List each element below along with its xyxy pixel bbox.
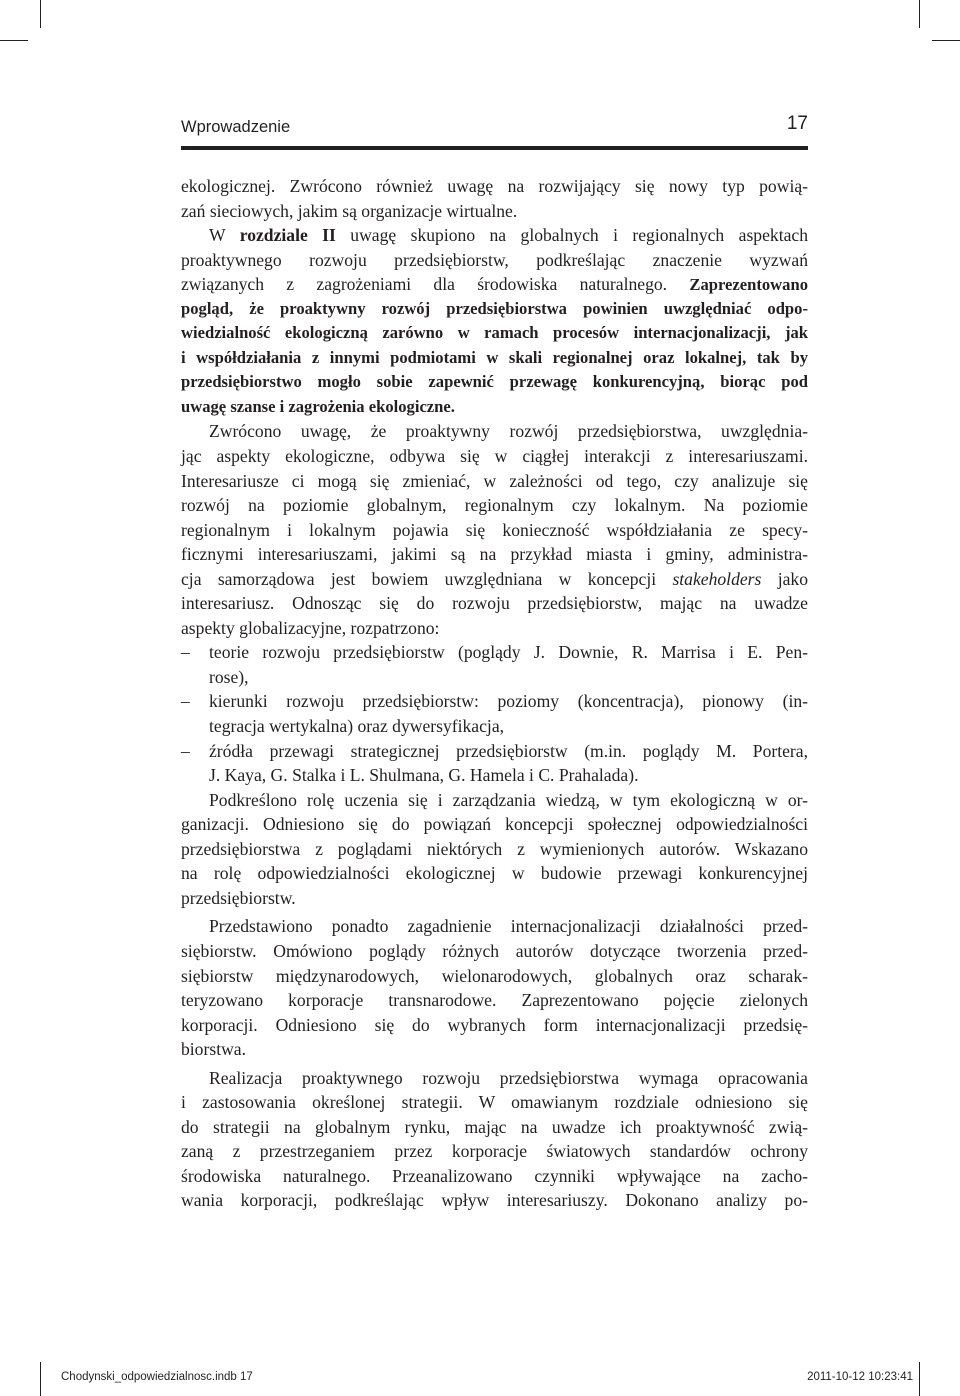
running-header — [181, 112, 808, 152]
text-line: siębiorstw. Omówiono poglądy różnych autorów dotyczące tworzenia przed- — [181, 940, 808, 961]
text-line: na rolę odpowiedzialności ekologicznej w budowie przewagi konkurencyjnej — [181, 863, 808, 884]
text-line: zaną z przestrzeganiem przez korporacje światowych standardów ochrony — [181, 1141, 808, 1162]
bold-chapter-ref: rozdziale II — [239, 225, 336, 246]
text-line: i współdziałania z innymi podmiotami w skali regionalnej oraz lokalnej, tak by — [181, 347, 808, 367]
list-item: – teorie rozwoju przedsiębiorstw (poglądy J. Downie, R. Marrisa i E. Pen- — [181, 640, 808, 665]
header-rule — [181, 146, 808, 150]
dash-bullet: – — [181, 642, 190, 663]
crop-mark — [0, 40, 28, 41]
text-line: do strategii na globalnym rynku, mając na uwadze ich proaktywność zwią- — [181, 1116, 808, 1137]
text-line: siębiorstw międzynarodowych, wielonarodowych, globalnych oraz scharak- — [181, 965, 808, 986]
page-number: 17 — [786, 113, 808, 134]
dash-bullet: – — [181, 740, 190, 761]
text-line: Podkreślono rolę uczenia się i zarządzania wiedzą, w tym ekologiczną w or- — [209, 789, 808, 810]
text-line: Realizacja proaktywnego rozwoju przedsiębiorstwa wymaga opracowania — [209, 1067, 808, 1088]
body-text — [181, 174, 808, 1213]
crop-mark — [919, 0, 920, 28]
text-line: przedsiębiorstw. — [181, 887, 296, 908]
text-line: jąc aspekty ekologiczne, odbywa się w ciągłej interakcji z interesariuszami. — [181, 446, 808, 467]
dash-bullet: – — [181, 691, 190, 712]
text-line: uwagę szanse i zagrożenia ekologiczne. — [181, 396, 455, 416]
text-line: ekologicznej. Zwrócono również uwagę na rozwijający się nowy typ powią- — [181, 176, 808, 196]
text-line: Przedstawiono ponadto zagadnienie internacjonalizacji działalności przed- — [209, 916, 808, 937]
text-line: ganizacji. Odniesiono się do powiązań koncepcji społecznej odpowiedzialności — [181, 814, 808, 835]
list-item: – źródła przewagi strategicznej przedsiębiorstw (m.in. poglądy M. Portera, — [181, 739, 808, 764]
text-line: regionalnym i lokalnym pojawia się konieczność współdziałania ze specy- — [181, 519, 808, 540]
slug-datetime: 2011-10-12 10:23:41 — [807, 1371, 913, 1383]
text-line: W rozdziale II uwagę skupiono na globalnych i regionalnych aspektach — [209, 225, 808, 246]
text-line: związanych z zagrożeniami dla środowiska naturalnego. Zaprezentowano — [181, 274, 808, 295]
text-line: zań sieciowych, jakim są organizacje wirtualne. — [181, 200, 518, 221]
text-line: przedsiębiorstwa z poglądami niektórych z wymienionych autorów. Wskazano — [181, 838, 808, 859]
text-line: ficznymi interesariuszami, jakimi są na przykład miasta i gminy, administra- — [181, 544, 808, 565]
text-line: teryzowano korporacje transnarodowe. Zaprezentowano pojęcie zielonych — [181, 990, 808, 1011]
text-line: wiedzialność ekologiczną zarówno w ramach procesów internacjonalizacji, jak — [181, 323, 808, 343]
print-slug — [0, 1371, 960, 1389]
text-line: proaktywnego rozwoju przedsiębiorstw, podkreślając znaczenie wyzwań — [181, 249, 808, 270]
text-line: Zwrócono uwagę, że proaktywny rozwój przedsiębiorstwa, uwzględnia- — [209, 421, 808, 442]
text-line: tegracja wertykalna) oraz dywersyfikacja, — [209, 716, 505, 737]
text-line: cja samorządowa jest bowiem uwzględniana w koncepcji stakeholders jako — [181, 568, 808, 589]
crop-mark — [40, 0, 41, 28]
text-line: i zastosowania określonej strategii. W omawianym rozdziale odniesiono się — [181, 1092, 808, 1113]
slug-filename: Chodynski_odpowiedzialnosc.indb 17 — [61, 1371, 253, 1383]
text-line: przedsiębiorstwo mogło sobie zapewnić przewagę konkurencyjną, biorąc pod — [181, 372, 808, 392]
text-line: rozwój na poziomie globalnym, regionalnym czy lokalnym. Na poziomie — [181, 495, 808, 516]
text-line: środowiska naturalnego. Przeanalizowano czynniki wpływające na zacho- — [181, 1165, 808, 1186]
crop-mark — [932, 40, 960, 41]
text-line: wania korporacji, podkreślając wpływ interesariuszy. Dokonano analizy po- — [181, 1190, 808, 1211]
text-line: aspekty globalizacyjne, rozpatrzono: — [181, 617, 440, 638]
running-title: Wprowadzenie — [181, 118, 291, 136]
text-line: interesariusz. Odnosząc się do rozwoju przedsiębiorstw, mając na uwadze — [181, 593, 808, 614]
list-item: – kierunki rozwoju przedsiębiorstw: poziomy (koncentracja), pionowy (in- — [181, 689, 808, 714]
text-line: J. Kaya, G. Stalka i L. Shulmana, G. Hamela i C. Prahalada). — [209, 765, 639, 786]
text-line: korporacji. Odniesiono się do wybranych form internacjonalizacji przedsię- — [181, 1014, 808, 1035]
italic-term: stakeholders — [672, 568, 762, 589]
text-line: rose), — [209, 666, 249, 687]
text-line: pogląd, że proaktywny rozwój przedsiębiorstwa powinien uwzględniać odpo- — [181, 298, 808, 318]
text-line: Interesariusze ci mogą się zmieniać, w zależności od tego, czy analizuje się — [181, 470, 808, 491]
text-line: biorstwa. — [181, 1039, 246, 1060]
